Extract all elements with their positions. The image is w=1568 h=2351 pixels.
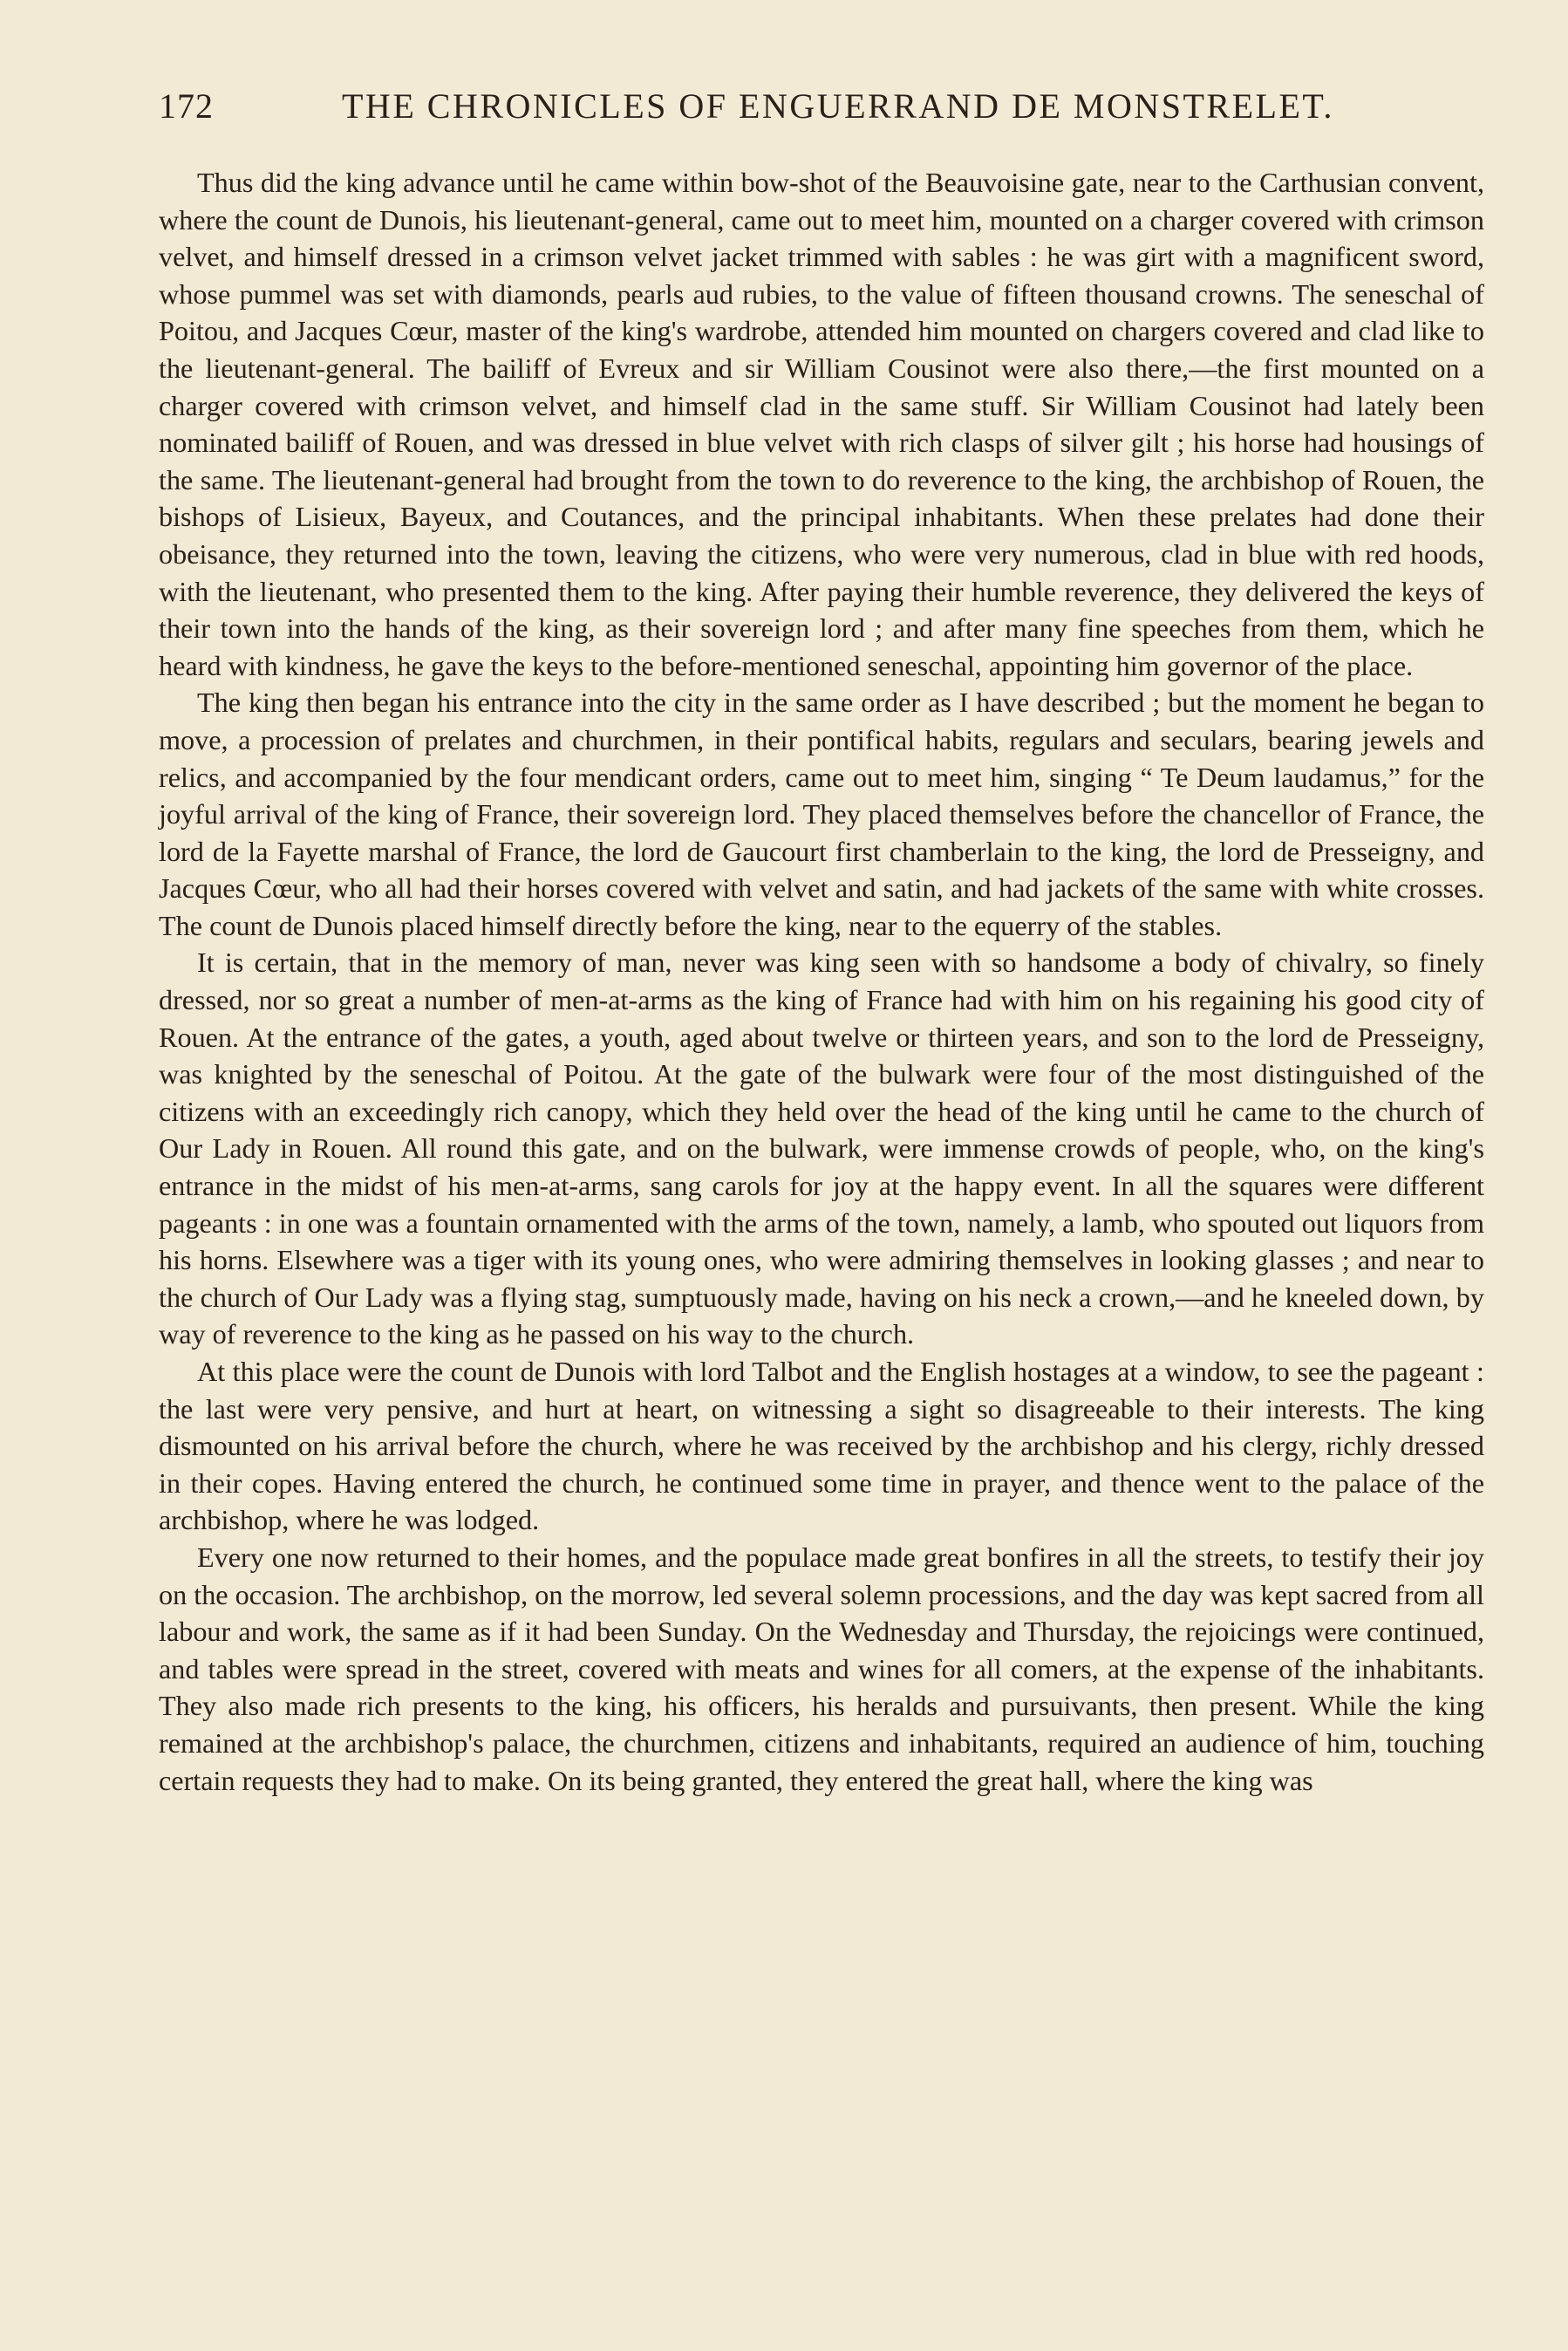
paragraph-4: At this place were the count de Dunois with lord Talbot and the English hostages at a window, to see the pageant : the last were very pensive, and hurt at heart, on witnessing a sight so disagreeable to their interests. The king dismounted on his arrival before the church, where he was received by the archbishop and his clergy, richly dressed in their copes. Having entered the church, he continued some time in prayer, and thence went to the palace of the archbishop, where he was lodged. xyxy=(159,1356,1484,1536)
paragraph-2: The king then began his entrance into the city in the same order as I have described ; but the moment he began to move, a procession of prelates and churchmen, in their pontifical habits, regulars and seculars, bearing jewels and relics, and accompanied by the four mendicant orders, came out to meet him, singing “ Te Deum laudamus,” for the joyful arrival of the king of France, their sovereign lord. They placed themselves before the chancellor of France, the lord de la Fayette marshal of France, the lord de Gaucourt first chamberlain to the king, the lord de Presseigny, and Jacques Cœur, who all had their horses covered with velvet and satin, and had jackets of the same with white crosses. The count de Dunois placed himself directly before the king, near to the equerry of the stables. xyxy=(159,687,1484,941)
paragraph-5: Every one now returned to their homes, and the populace made great bonfires in all the streets, to testify their joy on the occasion. The archbishop, on the morrow, led several solemn processions, and the day was kept sacred from all labour and work, the same as if it had been Sunday. On the Wednesday and Thursday, the rejoicings were continued, and tables were spread in the street, covered with meats and wines for all comers, at the expense of the inhabitants. They also made rich presents to the king, his officers, his heralds and pursuivants, then present. While the king remained at the archbishop's palace, the churchmen, citizens and inhabitants, required an audience of him, touching certain requests they had to make. On its being granted, they entered the great hall, where the king was xyxy=(159,1541,1484,1796)
running-head xyxy=(159,85,1415,138)
paragraph-1: Thus did the king advance until he came within bow-shot of the Beauvoisine gate, near to the Carthusian convent, where the count de Dunois, his lieutenant-general, came out to meet him, mounted on a charger covered with crimson velvet, and himself dressed in a crimson velvet jacket trimmed with sables : he was girt with a magnificent sword, whose pummel was set with diamonds, pearls aud rubies, to the value of fifteen thousand crowns. The seneschal of Poitou, and Jacques Cœur, master of the king's wardrobe, attended him mounted on chargers covered and clad like to the lieutenant-general. The bailiff of Evreux and sir William Cousinot were also there,—the first mounted on a charger covered with crimson velvet, and himself clad in the same stuff. Sir William Cousinot had lately been nominated bailiff of Rouen, and was dressed in blue velvet with rich clasps of silver gilt ; his horse had housings of the same. The lieutenant-general had brought from the town to do reverence to the king, the archbishop of Rouen, the bishops of Lisieux, Bayeux, and Coutances, and the principal inhabitants. When these prelates had done their obeisance, they returned into the town, leaving the citizens, who were very numerous, clad in blue with red hoods, with the lieutenant, who presented them to the king. After paying their humble reverence, they delivered the keys of their town into the hands of the king, as their sovereign lord ; and after many fine speeches from them, which he heard with kindness, he gave the keys to the before-mentioned seneschal, appointing him governor of the place. xyxy=(159,167,1484,681)
paragraph-3: It is certain, that in the memory of man, never was king seen with so handsome a body of chivalry, so finely dressed, nor so great a number of men-at-arms as the king of France had with him on his regaining his good city of Rouen. At the entrance of the gates, a youth, aged about twelve or thirteen years, and son to the lord de Presseigny, was knighted by the seneschal of Poitou. At the gate of the bulwark were four of the most distinguished of the citizens with an exceedingly rich canopy, which they held over the head of the king until he came to the church of Our Lady in Rouen. All round this gate, and on the bulwark, were immense crowds of people, who, on the king's entrance in the midst of his men-at-arms, sang carols for joy at the happy event. In all the squares were different pageants : in one was a fountain ornamented with the arms of the town, namely, a lamb, who spouted out liquors from his horns. Elsewhere was a tiger with its young ones, who were admiring themselves in looking glasses ; and near to the church of Our Lady was a flying stag, sumptuously made, having on his neck a crown,—and he kneeled down, by way of reverence to the king as he passed on his way to the church. xyxy=(159,947,1484,1350)
body-text xyxy=(159,164,1484,1799)
running-title: THE CHRONICLES OF ENGUERRAND DE MONSTRELET. xyxy=(342,86,1334,126)
page-number: 172 xyxy=(159,86,214,126)
